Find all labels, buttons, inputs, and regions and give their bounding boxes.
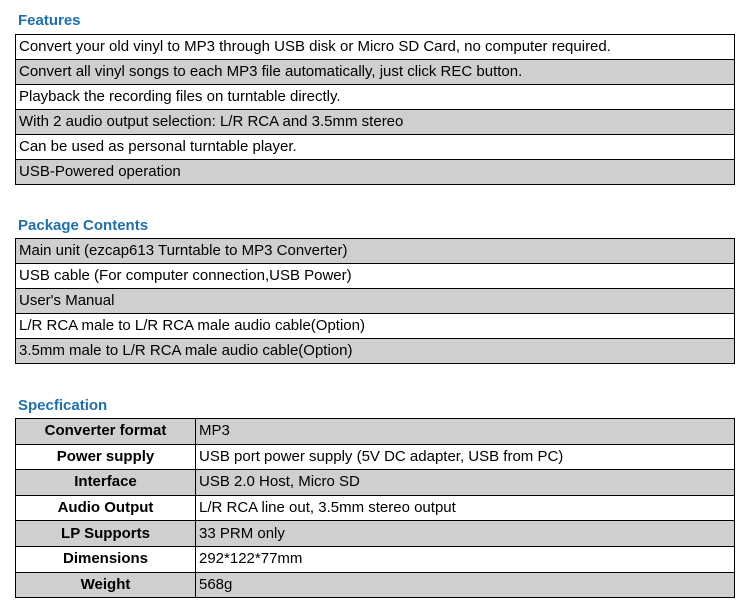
spec-value: 292*122*77mm	[196, 546, 735, 572]
spec-key: Power supply	[16, 444, 196, 470]
features-row	[16, 160, 735, 185]
package-heading: Package Contents	[18, 217, 149, 234]
spec-value: USB 2.0 Host, Micro SD	[196, 470, 735, 496]
spec-row	[16, 521, 735, 547]
features-row	[16, 35, 735, 60]
features-table	[15, 34, 735, 185]
package-item: L/R RCA male to L/R RCA male audio cable(Option)	[16, 314, 735, 339]
features-row	[16, 135, 735, 160]
features-row	[16, 85, 735, 110]
spec-key: Audio Output	[16, 495, 196, 521]
spec-key: Dimensions	[16, 546, 196, 572]
feature-item: With 2 audio output selection: L/R RCA and 3.5mm stereo	[16, 110, 735, 135]
feature-item: Convert all vinyl songs to each MP3 file automatically, just click REC button.	[16, 60, 735, 85]
package-row	[16, 314, 735, 339]
package-row	[16, 339, 735, 364]
spec-key: LP Supports	[16, 521, 196, 547]
package-row	[16, 264, 735, 289]
package-row	[16, 289, 735, 314]
package-item: USB cable (For computer connection,USB Power)	[16, 264, 735, 289]
features-heading: Features	[18, 12, 81, 29]
package-row	[16, 239, 735, 264]
feature-item: Convert your old vinyl to MP3 through USB disk or Micro SD Card, no computer required.	[16, 35, 735, 60]
spec-row	[16, 444, 735, 470]
spec-value: 33 PRM only	[196, 521, 735, 547]
spec-table	[15, 418, 735, 598]
spec-value: USB port power supply (5V DC adapter, USB from PC)	[196, 444, 735, 470]
spec-row	[16, 546, 735, 572]
package-item: Main unit (ezcap613 Turntable to MP3 Converter)	[16, 239, 735, 264]
spec-value: 568g	[196, 572, 735, 598]
spec-value: L/R RCA line out, 3.5mm stereo output	[196, 495, 735, 521]
feature-item: Playback the recording files on turntable directly.	[16, 85, 735, 110]
package-item: 3.5mm male to L/R RCA male audio cable(Option)	[16, 339, 735, 364]
spec-key: Interface	[16, 470, 196, 496]
spec-key: Weight	[16, 572, 196, 598]
package-item: User's Manual	[16, 289, 735, 314]
feature-item: USB-Powered operation	[16, 160, 735, 185]
spec-row	[16, 495, 735, 521]
features-row	[16, 110, 735, 135]
spec-heading: Specfication	[18, 397, 108, 414]
package-table	[15, 238, 735, 364]
feature-item: Can be used as personal turntable player.	[16, 135, 735, 160]
spec-row	[16, 419, 735, 445]
spec-row	[16, 470, 735, 496]
spec-value: MP3	[196, 419, 735, 445]
spec-row	[16, 572, 735, 598]
features-row	[16, 60, 735, 85]
spec-key: Converter format	[16, 419, 196, 445]
